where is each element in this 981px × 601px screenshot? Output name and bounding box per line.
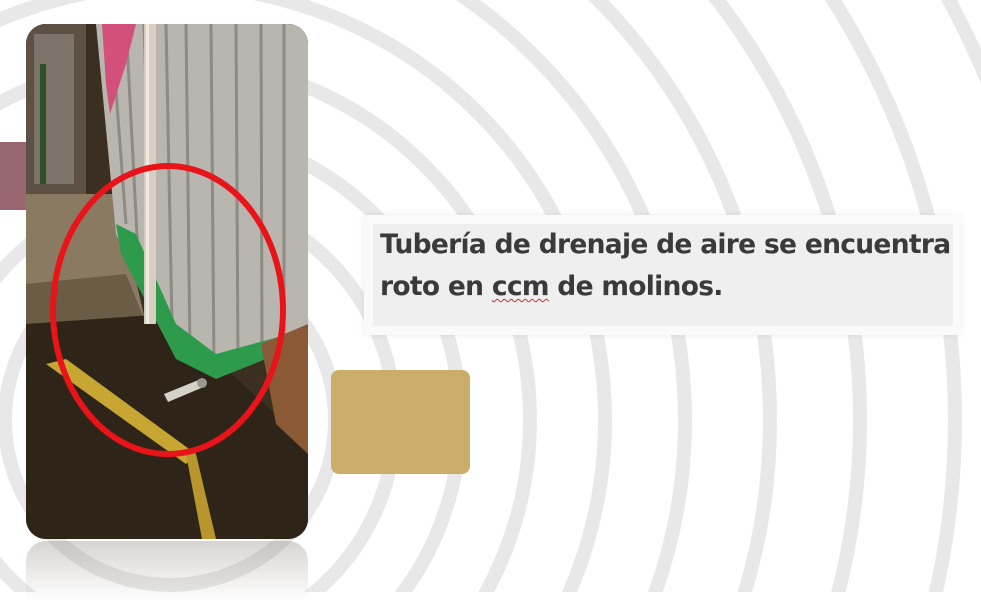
caption-card-inner xyxy=(373,224,953,326)
caption-line-2-before: roto en xyxy=(380,271,492,302)
caption-line-2-after: de molinos. xyxy=(548,271,723,302)
caption-card xyxy=(364,215,961,335)
gold-accent-box xyxy=(331,370,470,474)
caption-line-1: Tubería de drenaje de aire se encuentra xyxy=(380,229,951,260)
caption-spellcheck-word: ccm xyxy=(491,271,549,302)
air-drain-pipe-photo xyxy=(26,24,308,539)
photo-reflection xyxy=(26,541,308,601)
accent-side-tab xyxy=(0,142,26,210)
caption-text xyxy=(380,224,955,308)
